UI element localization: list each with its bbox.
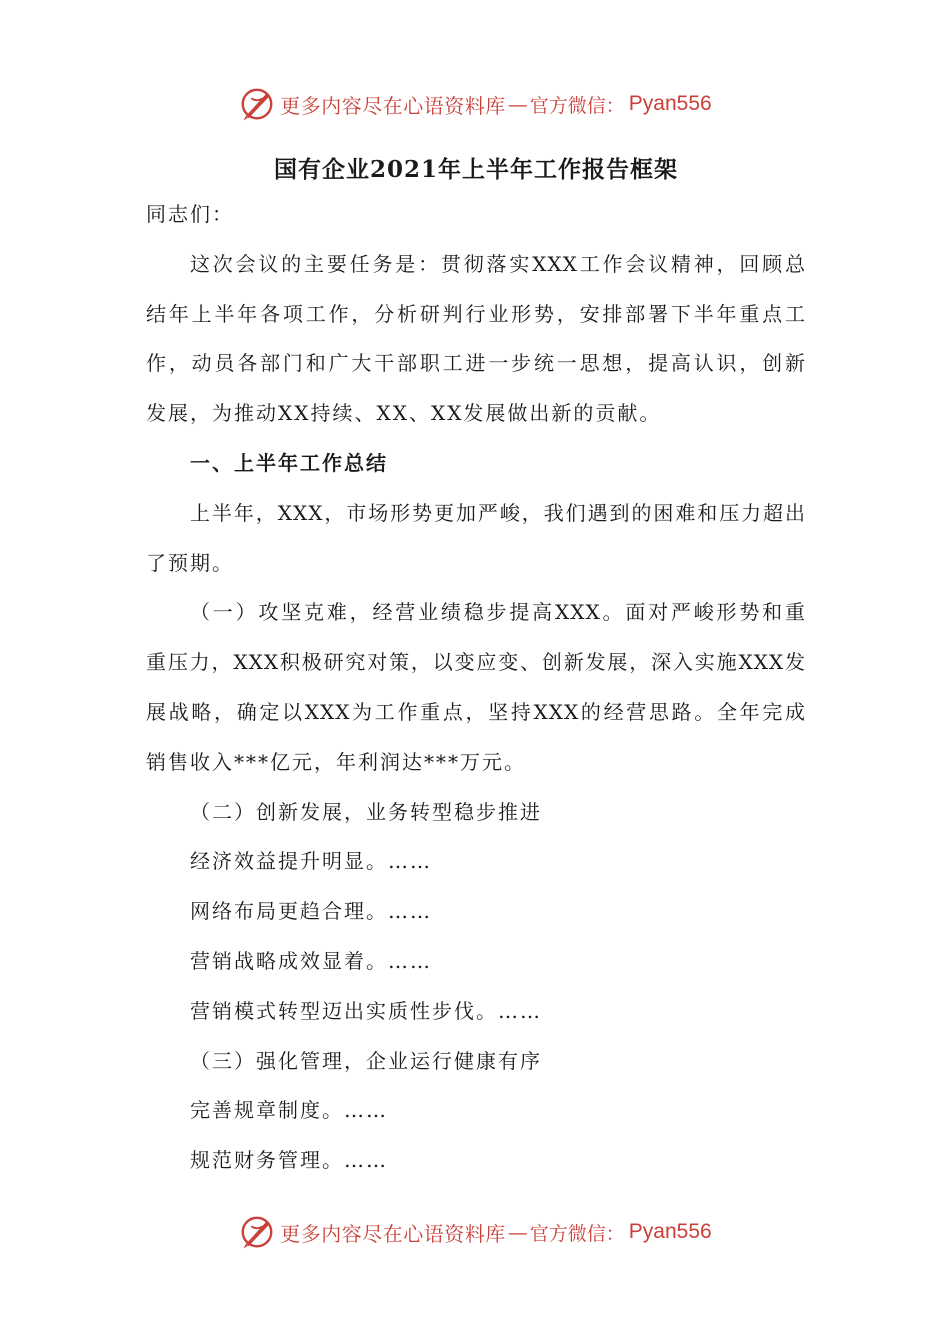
paragraph-line: 上半年，XXX，市场形势更加严峻，我们遇到的困难和压力超出 [190, 500, 806, 525]
pen-logo-icon [238, 1213, 276, 1251]
paragraph-line: 重压力，XXX积极研究对策，以变应变、创新发展，深入实施XXX发 [146, 650, 806, 675]
watermark-wechat-id: Pyan556 [628, 1220, 712, 1243]
watermark-separator: — [507, 92, 528, 116]
paragraph-line: （一）攻坚克难，经营业绩稳步提高XXX。面对严峻形势和重 [190, 600, 806, 625]
list-item: 经济效益提升明显。…… [190, 849, 432, 874]
watermark-label: 官方微信： [529, 94, 625, 117]
watermark-label: 官方微信： [529, 1222, 625, 1245]
subsection-heading: （二）创新发展，业务转型稳步推进 [190, 799, 542, 824]
section-heading: 一、上半年工作总结 [190, 450, 388, 475]
list-item: 营销战略成效显着。…… [190, 948, 432, 973]
paragraph-line: 这次会议的主要任务是：贯彻落实XXX工作会议精神，回顾总 [190, 251, 806, 276]
document-body [146, 150, 806, 1186]
paragraph-line: 展战略，确定以XXX为工作重点，坚持XXX的经营思路。全年完成 [146, 699, 806, 724]
watermark-separator: — [507, 1220, 528, 1244]
document-title: 国有企业2021年上半年工作报告框架 [273, 156, 678, 183]
watermark-wechat-id: Pyan556 [628, 92, 712, 115]
list-item: 网络布局更趋合理。…… [190, 899, 432, 924]
pen-logo-icon [238, 85, 276, 123]
footer-watermark [0, 1212, 950, 1252]
paragraph-line: 发展，为推动XX持续、XX、XX发展做出新的贡献。 [146, 401, 662, 426]
list-item: 规范财务管理。…… [190, 1148, 388, 1173]
paragraph-line: 销售收入***亿元，年利润达***万元。 [146, 749, 526, 774]
paragraph-line: 作，动员各部门和广大干部职工进一步统一思想，提高认识，创新 [146, 351, 806, 376]
paragraph-line: 了预期。 [146, 550, 234, 575]
header-watermark [0, 84, 950, 124]
subsection-heading: （三）强化管理，企业运行健康有序 [190, 1048, 542, 1073]
list-item: 完善规章制度。…… [190, 1098, 388, 1123]
watermark-text: 更多内容尽在心语资料库 [280, 1221, 506, 1246]
watermark-text: 更多内容尽在心语资料库 [280, 93, 506, 118]
paragraph-line: 结年上半年各项工作，分析研判行业形势，安排部署下半年重点工 [146, 301, 806, 326]
list-item: 营销模式转型迈出实质性步伐。…… [190, 998, 542, 1023]
salutation: 同志们： [146, 202, 234, 226]
